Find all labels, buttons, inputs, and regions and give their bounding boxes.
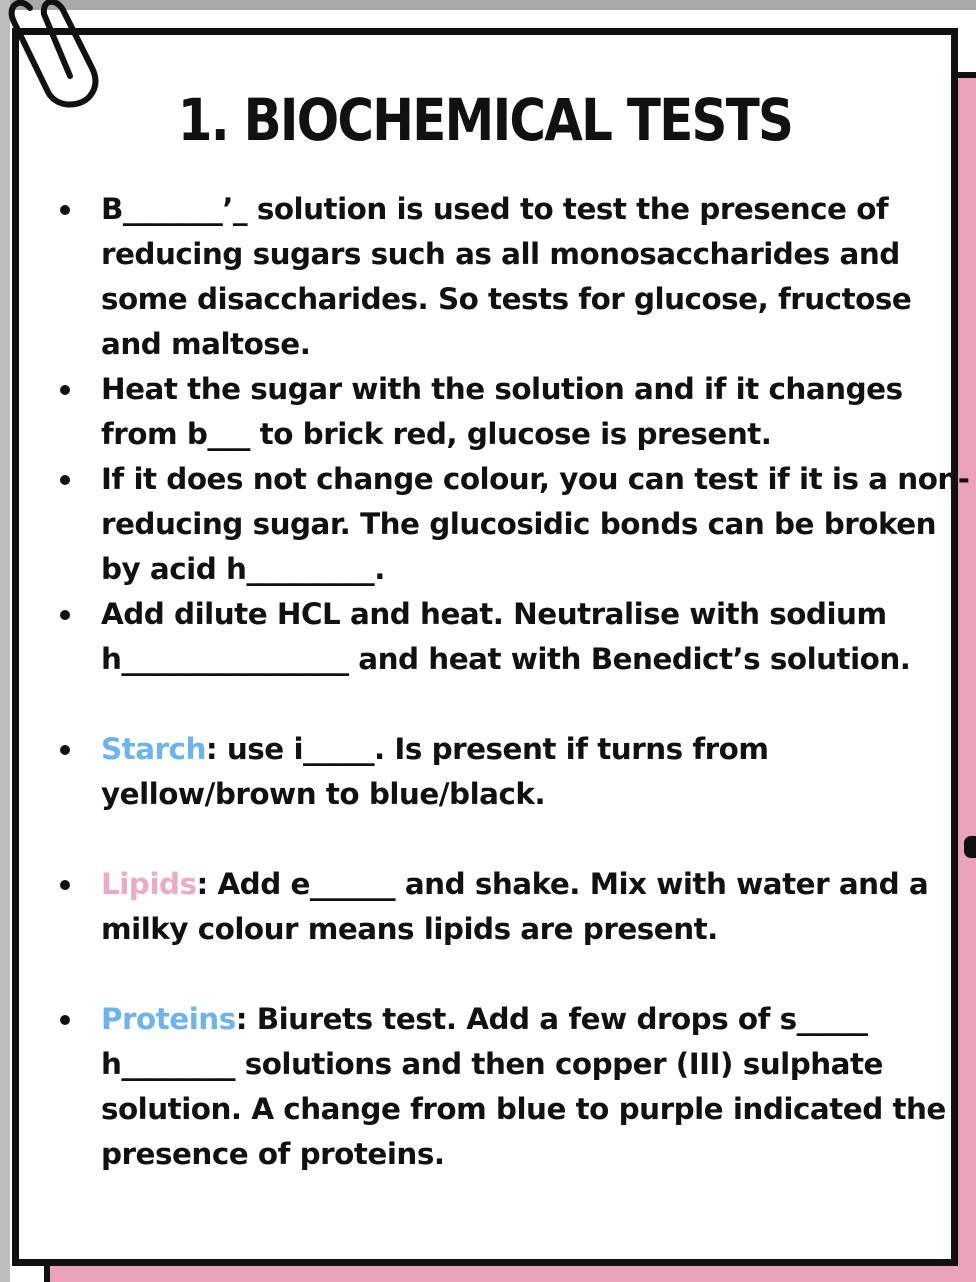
list-item-lipids (101, 862, 971, 952)
top-edge-strip (0, 0, 976, 10)
keyword-starch: Starch (101, 732, 206, 766)
list-item-text: Add dilute HCL and heat. Neutralise with sodium h________________ and heat with Benedict’s solution. (101, 597, 911, 676)
page-title: 1. BIOCHEMICAL TESTS (177, 86, 793, 154)
keyword-proteins: Proteins (101, 1002, 236, 1036)
list-item-starch (101, 727, 971, 817)
bullet-list (101, 187, 971, 1177)
left-edge-strip (0, 0, 10, 1282)
paperclip-icon (8, 0, 98, 112)
list-item-text: : Biurets test. Add a few drops of s_____ h________ solutions and then copper (III) sulphate solution. A change from blue to purple indicated the presence of proteins. (101, 1002, 946, 1171)
list-item-text: : Add e______ and shake. Mix with water and a milky colour means lipids are present. (101, 867, 929, 946)
list-item-benedicts (101, 187, 971, 367)
list-item-text: B_______’_ solution is used to test the presence of reducing sugars such as all monosaccharides and some disaccharides. So tests for glucose, fructose and maltose. (101, 192, 912, 361)
list-item-proteins (101, 997, 971, 1177)
note-card (12, 28, 970, 1266)
list-item-non-reducing (101, 457, 971, 592)
list-item-heat (101, 367, 971, 457)
list-item-text: : use i_____. Is present if turns from yellow/brown to blue/black. (101, 732, 769, 811)
keyword-lipids: Lipids (101, 867, 197, 901)
list-item-text: If it does not change colour, you can test if it is a non-reducing sugar. The glucosidic bonds can be broken by acid h_________. (101, 462, 970, 586)
list-item-hcl (101, 592, 971, 682)
list-item-text: Heat the sugar with the solution and if it changes from b___ to brick red, glucose is present. (101, 372, 903, 451)
